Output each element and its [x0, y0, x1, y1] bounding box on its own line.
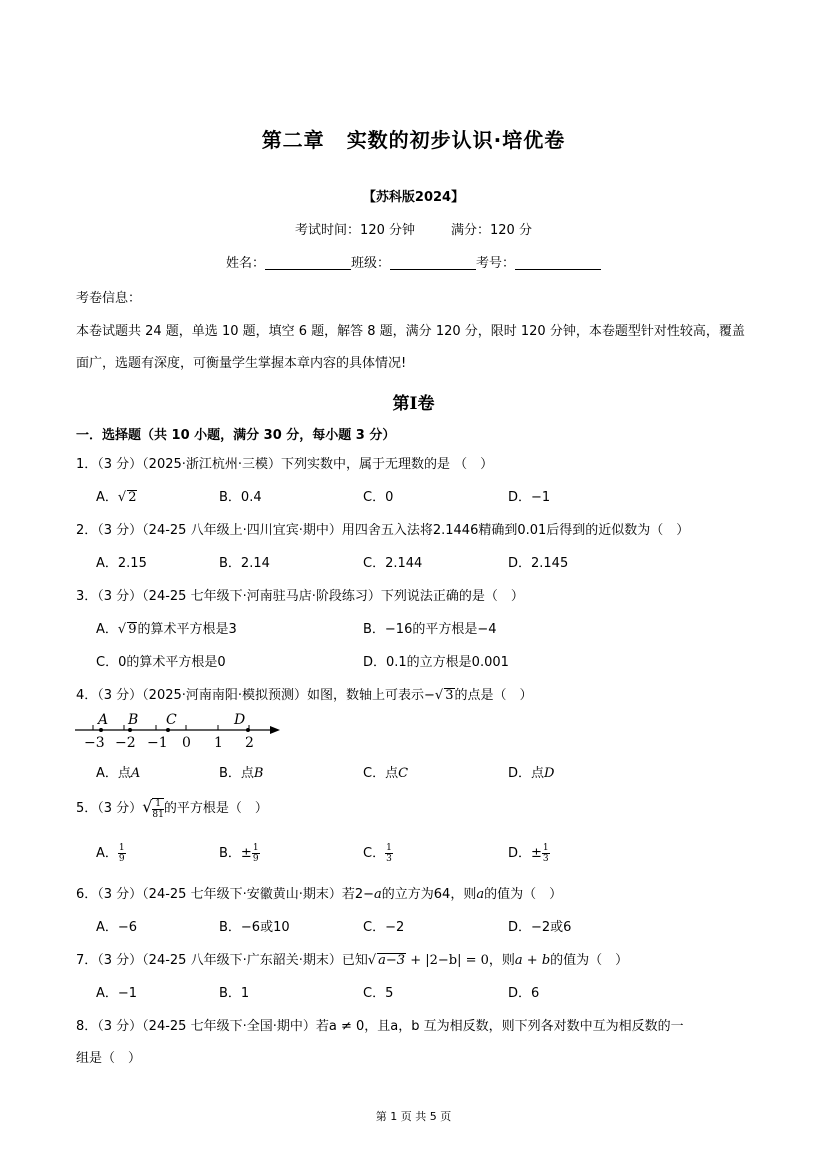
radicand: 3	[445, 688, 454, 703]
question-1: 1．（3 分）（2025·浙江杭州·三模）下列实数中，属于无理数的是 （ ）	[76, 457, 494, 472]
page-title	[0, 124, 827, 153]
frac-numerator: 1	[118, 843, 125, 853]
radicand: 2	[128, 490, 137, 505]
q6-option-d[interactable]: D．−2或6	[508, 920, 572, 935]
tick-label: 1	[214, 735, 223, 751]
q3-option-b[interactable]: B．−16的平方根是−4	[363, 622, 497, 637]
q5-option-a[interactable]	[96, 842, 126, 864]
point-c	[166, 728, 170, 732]
q1-option-c[interactable]: C．0	[363, 490, 394, 505]
variable: a	[476, 887, 485, 902]
edition-label: 【苏科版2024】	[362, 190, 465, 205]
option-text: 的算术平方根是3	[137, 622, 237, 637]
radicand-fraction	[152, 798, 163, 820]
q6-option-c[interactable]: C．−2	[363, 920, 405, 935]
point-d	[246, 728, 250, 732]
frac-numerator: 1	[542, 843, 549, 853]
q2-option-a[interactable]: A．2.15	[96, 556, 147, 571]
option-var: D	[544, 766, 555, 781]
question-5	[76, 797, 268, 820]
radicand: 9	[128, 622, 137, 637]
title-chapter: 第二章	[261, 128, 325, 152]
tick-label: −1	[147, 735, 168, 751]
option-fraction	[385, 843, 393, 864]
q3-option-a[interactable]	[96, 618, 237, 637]
frac-denominator: 9	[118, 854, 125, 864]
point-a	[99, 728, 103, 732]
option-var: A	[130, 766, 141, 781]
option-label: B．点	[219, 766, 254, 781]
section-title: 一．选择题（共 10 小题，满分 30 分，每小题 3 分）	[76, 428, 396, 443]
q4-option-b[interactable]	[219, 762, 263, 781]
question-7	[76, 949, 628, 968]
q4-option-d[interactable]	[508, 762, 554, 781]
option-var: B	[253, 766, 264, 781]
class-blank[interactable]	[390, 255, 476, 270]
student-fields	[0, 252, 827, 271]
info-line-2: 面广，选题有深度，可衡量学生掌握本章内容的具体情况!	[76, 356, 407, 371]
option-label: D．±	[508, 846, 542, 861]
tick-label: −2	[115, 735, 136, 751]
point-label: C	[166, 712, 177, 728]
q7-option-d[interactable]: D．6	[508, 986, 540, 1001]
question-2: 2．（3 分）（24-25 八年级上·四川宜宾·期中）用四舍五入法将2.1446精确到0.01后得到的近似数为（ ）	[76, 523, 690, 538]
option-label: C．	[363, 846, 386, 861]
q2-option-d[interactable]: D．2.145	[508, 556, 569, 571]
variable: a	[374, 887, 382, 902]
question-text: 6．（3 分）（24-25 七年级下·安徽黄山·期末）若2−	[76, 887, 375, 902]
option-fraction	[118, 843, 126, 864]
question-8-line-1: 8．（3 分）（24-25 七年级下·全国·期中）若a ≠ 0，且a，b 互为相反数，则下列各对数中互为相反数的一	[76, 1019, 684, 1034]
name-blank[interactable]	[265, 255, 351, 270]
q6-option-b[interactable]: B．−6或10	[219, 920, 290, 935]
q1-option-b[interactable]: B．0.4	[219, 490, 262, 505]
id-label: 考号：	[476, 256, 516, 271]
option-fraction	[542, 843, 550, 864]
page-footer: 第 1 页 共 5 页	[375, 1110, 452, 1123]
info-line-1: 本卷试题共 24 题，单选 10 题，填空 6 题，解答 8 题，满分 120 分，限时 120 分钟，本卷题型针对性较高，覆盖	[76, 324, 745, 339]
expression: a + b	[514, 953, 551, 968]
question-text: 4．（3 分）（2025·河南南阳·模拟预测）如图，数轴上可表示−	[76, 688, 435, 703]
number-line-figure	[70, 708, 285, 752]
option-label: A．	[96, 622, 118, 637]
frac-numerator: 1	[386, 843, 392, 853]
volume-title: 第Ⅰ卷	[392, 394, 435, 414]
point-label: D	[234, 712, 246, 728]
question-text-end: 的平方根是（ ）	[163, 801, 268, 816]
frac-denominator: 9	[252, 854, 259, 864]
sqrt-icon: √	[117, 490, 127, 505]
exam-meta	[0, 219, 827, 238]
question-4	[76, 684, 533, 703]
frac-denominator: 3	[542, 854, 549, 864]
option-label: A．点	[96, 766, 131, 781]
q3-option-c[interactable]: C．0的算术平方根是0	[96, 655, 226, 670]
sqrt-icon: √	[434, 688, 444, 703]
point-b	[128, 728, 132, 732]
sqrt-icon: √	[142, 797, 153, 816]
question-8-line-2: 组是（ ）	[76, 1051, 142, 1066]
q7-option-b[interactable]: B．1	[219, 986, 250, 1001]
q5-option-d[interactable]	[508, 842, 550, 864]
option-label: C．点	[363, 766, 399, 781]
q4-option-c[interactable]	[363, 762, 408, 781]
q5-option-b[interactable]	[219, 842, 260, 864]
tick-label: 0	[182, 735, 191, 751]
name-label: 姓名：	[225, 256, 265, 271]
class-label: 班级：	[350, 256, 390, 271]
q1-option-a[interactable]	[96, 486, 137, 505]
title-topic: 实数的初步认识·培优卷	[346, 128, 566, 152]
frac-numerator: 1	[252, 843, 259, 853]
option-label: D．点	[508, 766, 545, 781]
question-text: 5．（3 分）	[76, 801, 143, 816]
q4-option-a[interactable]	[96, 762, 140, 781]
question-text: 7．（3 分）（24-25 八年级下·广东韶关·期末）已知	[76, 953, 368, 968]
q7-option-a[interactable]: A．−1	[96, 986, 138, 1001]
id-blank[interactable]	[515, 255, 601, 270]
question-text-mid: + |2−b| = 0，则	[406, 953, 515, 968]
sqrt-icon: √	[117, 622, 127, 637]
full-score: 满分：120 分	[451, 223, 532, 238]
q5-option-c[interactable]	[363, 842, 393, 864]
exam-time: 考试时间：120 分钟	[295, 223, 415, 238]
q3-option-d[interactable]: D．0.1的立方根是0.001	[363, 655, 509, 670]
frac-denominator: 3	[386, 854, 392, 864]
axis-arrow-icon	[270, 726, 280, 734]
tick-label: 2	[245, 735, 254, 751]
question-text-end: 的值为（ ）	[550, 953, 629, 968]
info-label: 考卷信息：	[76, 291, 142, 306]
frac-denominator: 81	[152, 809, 164, 820]
frac-numerator: 1	[152, 799, 163, 810]
question-3: 3．（3 分）（24-25 七年级下·河南驻马店·阶段练习）下列说法正确的是（ ）	[76, 589, 524, 604]
q2-option-c[interactable]: C．2.144	[363, 556, 423, 571]
option-label: A．	[96, 490, 118, 505]
q1-option-d[interactable]: D．−1	[508, 490, 551, 505]
question-text-mid: 的立方为64，则	[381, 887, 477, 902]
q2-option-b[interactable]: B．2.14	[219, 556, 270, 571]
question-6	[76, 883, 562, 902]
sqrt-icon: √	[367, 953, 377, 968]
option-var: C	[398, 766, 409, 781]
option-fraction	[252, 843, 260, 864]
question-text-end: 的点是（ ）	[454, 688, 533, 703]
option-label: B．±	[219, 846, 252, 861]
point-label: B	[128, 712, 139, 728]
tick-label: −3	[84, 735, 105, 751]
question-text-end: 的值为（ ）	[484, 887, 563, 902]
point-label: A	[98, 712, 109, 728]
q6-option-a[interactable]: A．−6	[96, 920, 138, 935]
q7-option-c[interactable]: C．5	[363, 986, 394, 1001]
radicand: a−3	[378, 953, 406, 968]
option-label: A．	[96, 846, 118, 861]
